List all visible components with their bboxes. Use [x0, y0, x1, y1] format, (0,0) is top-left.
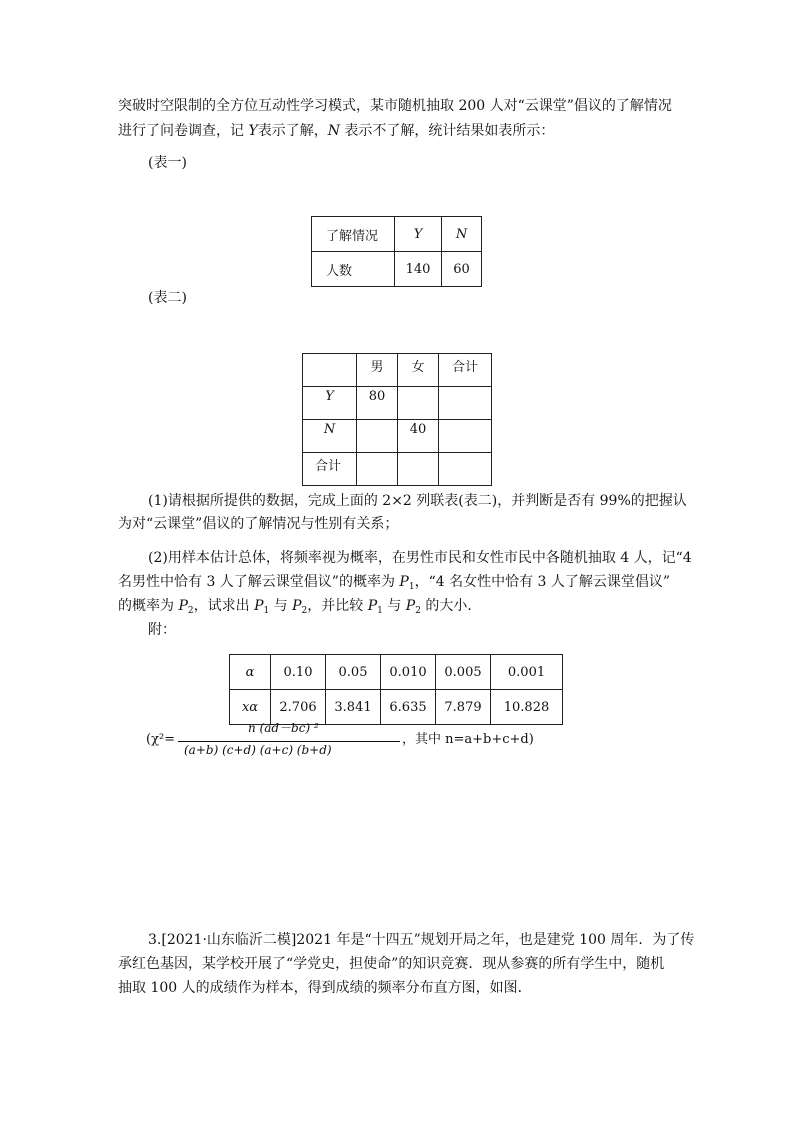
table-cell: 60 — [442, 252, 482, 287]
problem3-line-2: 承红色基因，某学校开展了“学党史，担使命”的知识竞赛．现从参赛的所有学生中，随机 — [118, 956, 665, 972]
table-cell — [357, 420, 398, 453]
table-cell: 2.706 — [271, 690, 326, 725]
problem3-line-3: 抽取 100 人的成绩作为样本，得到成绩的频率分布直方图，如图． — [118, 980, 532, 996]
intro-line-2: 进行了问卷调查，记 Y表示了解，N 表示不了解，统计结果如表所示： — [118, 123, 555, 139]
table-cell: α — [230, 655, 271, 690]
table-understanding-count — [311, 216, 482, 287]
formula-lhs: (χ²= — [146, 732, 176, 747]
table-cell: 140 — [395, 252, 442, 287]
table-cell: 6.635 — [381, 690, 436, 725]
q2-line-2: 名男性中恰有 3 人了解云课堂倡议”的概率为 $P_1$，“4 名女性中恰有 3 人了解云课堂倡议” — [118, 574, 671, 592]
table-cell: N — [442, 217, 482, 252]
table-row — [303, 420, 492, 453]
table-cell: 40 — [398, 420, 439, 453]
appendix-label: 附： — [148, 622, 176, 638]
q1-line-2: 为对“云课堂”倡议的了解情况与性别有关系； — [118, 516, 399, 532]
table-cell: 0.010 — [381, 655, 436, 690]
table-cell: 合计 — [303, 453, 357, 486]
table-cell — [439, 387, 492, 420]
intro-line-1: 突破时空限制的全方位互动性学习模式，某市随机抽取 200 人对“云课堂”倡议的了解情况 — [118, 98, 672, 114]
table-cell: 了解情况 — [312, 217, 395, 252]
table-row — [303, 387, 492, 420]
table-cell: 0.005 — [436, 655, 491, 690]
table-row — [303, 453, 492, 486]
table-cell: 0.10 — [271, 655, 326, 690]
formula-tail: ，其中 n=a+b+c+d) — [402, 732, 534, 747]
table-cell — [357, 453, 398, 486]
table-cell: N — [303, 420, 357, 453]
table1-caption: (表一) — [148, 155, 187, 171]
table-cell: xα — [230, 690, 271, 725]
formula-denominator: (a+b) (c+d) (a+c) (b+d) — [184, 743, 332, 757]
table-contingency — [302, 353, 492, 486]
formula-numerator: n (ad－bc) ² — [248, 721, 319, 735]
table-cell: 合计 — [439, 354, 492, 387]
table-row — [312, 217, 482, 252]
table-cell: 女 — [398, 354, 439, 387]
q2-line-3: 的概率为 $P_2$，试求出 $P_1$ 与 $P_2$，并比较 $P_1$ 与 $P_2$ 的大小． — [118, 598, 482, 616]
table-cell — [398, 387, 439, 420]
table-cell: 0.05 — [326, 655, 381, 690]
table-cell: Y — [303, 387, 357, 420]
table-row — [312, 252, 482, 287]
table-row — [303, 354, 492, 387]
table-cell: 10.828 — [491, 690, 563, 725]
q1-line-1: (1)请根据所提供的数据，完成上面的 2×2 列联表(表二)，并判断是否有 99%的把握认 — [148, 493, 687, 509]
table2-caption: (表二) — [148, 290, 187, 306]
table-cell: Y — [395, 217, 442, 252]
table-cell — [398, 453, 439, 486]
table-cell: 人数 — [312, 252, 395, 287]
table-row — [230, 655, 563, 690]
table-cell — [439, 420, 492, 453]
table-cell: 男 — [357, 354, 398, 387]
table-cell: 0.001 — [491, 655, 563, 690]
table-cell — [439, 453, 492, 486]
table-cell — [303, 354, 357, 387]
table-cell: 3.841 — [326, 690, 381, 725]
problem3-line-1: 3.[2021·山东临沂二模]2021 年是“十四五”规划开局之年，也是建党 100 周年．为了传 — [148, 932, 695, 948]
table-cell: 80 — [357, 387, 398, 420]
table-cell: 7.879 — [436, 690, 491, 725]
q2-line-1: (2)用样本估计总体，将频率视为概率，在男性市民和女性市民中各随机抽取 4 人，记“4 — [148, 550, 692, 566]
table-critical-values — [229, 654, 563, 725]
